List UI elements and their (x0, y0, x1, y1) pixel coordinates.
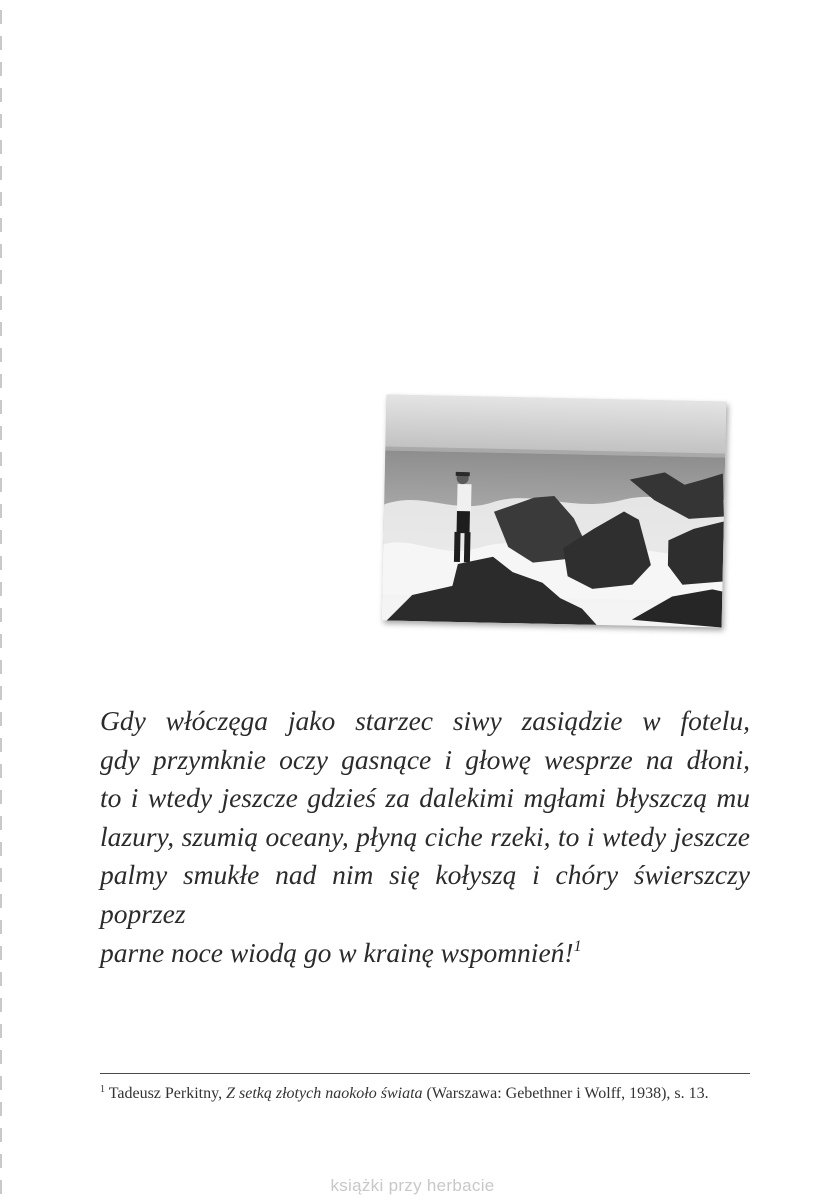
epigraph-line: lazury, szumią oceany, płyną ciche rzeki, to i wtedy jeszcze (100, 820, 750, 852)
edge-mark (0, 244, 2, 258)
edge-mark (0, 10, 2, 24)
edge-mark (0, 348, 2, 362)
edge-mark (0, 582, 2, 596)
edge-mark (0, 374, 2, 388)
epigraph-quote (100, 702, 750, 972)
edge-mark (0, 1102, 2, 1116)
epigraph-line: palmy smukłe nad nim się kołyszą i chóry świerszczy poprzez (100, 859, 750, 929)
footnote-reference[interactable]: 1 (573, 937, 582, 955)
epigraph-last-line (100, 934, 750, 973)
edge-mark (0, 1154, 2, 1168)
edge-mark (0, 62, 2, 76)
edge-mark (0, 452, 2, 466)
watermark: książki przy herbacie (330, 1176, 495, 1195)
edge-mark (0, 296, 2, 310)
edge-mark (0, 764, 2, 778)
edge-mark (0, 712, 2, 726)
epigraph-line: Gdy włóczęga jako starzec siwy zasiądzie w fotelu, (100, 705, 750, 736)
edge-mark (0, 634, 2, 648)
edge-mark (0, 894, 2, 908)
edge-mark (0, 868, 2, 882)
edge-mark (0, 1024, 2, 1038)
edge-mark (0, 218, 2, 232)
footnote (100, 1084, 760, 1104)
edge-mark (0, 556, 2, 570)
edge-mark (0, 998, 2, 1012)
edge-mark (0, 530, 2, 544)
footnote-book-title: Z setką złotych naokoło świata (226, 1085, 423, 1102)
footnote-divider (100, 1073, 750, 1074)
edge-mark (0, 88, 2, 102)
historical-photo (382, 394, 727, 627)
edge-mark (0, 946, 2, 960)
epigraph-line: parne noce wiodą go w krainę wspomnień! (100, 936, 574, 968)
edge-mark (0, 1050, 2, 1064)
epigraph-line: gdy przymknie oczy gasnące i głowę wesprze na dłoni, (100, 743, 750, 775)
edge-mark (0, 738, 2, 752)
edge-mark (0, 478, 2, 492)
edge-mark (0, 608, 2, 622)
edge-mark (0, 270, 2, 284)
footnote-number: 1 (100, 1084, 105, 1095)
edge-mark (0, 166, 2, 180)
edge-mark (0, 1128, 2, 1142)
edge-mark (0, 972, 2, 986)
edge-mark (0, 920, 2, 934)
footnote-publication: (Warszawa: Gebethner i Wolff, 1938), s. 13. (426, 1085, 709, 1102)
edge-mark (0, 426, 2, 440)
epigraph-line: to i wtedy jeszcze gdzieś za dalekimi mgłami błyszczą mu (100, 782, 750, 814)
edge-mark (0, 322, 2, 336)
edge-mark (0, 816, 2, 830)
edge-mark (0, 686, 2, 700)
edge-mark (0, 140, 2, 154)
edge-mark (0, 400, 2, 414)
edge-mark (0, 114, 2, 128)
edge-mark (0, 192, 2, 206)
photo-image (382, 394, 727, 627)
footnote-author: Tadeusz Perkitny, (108, 1085, 223, 1102)
edge-mark (0, 790, 2, 804)
edge-mark (0, 504, 2, 518)
page-edge-marks (0, 0, 4, 1200)
edge-mark (0, 842, 2, 856)
edge-mark (0, 660, 2, 674)
edge-mark (0, 36, 2, 50)
edge-mark (0, 1076, 2, 1090)
